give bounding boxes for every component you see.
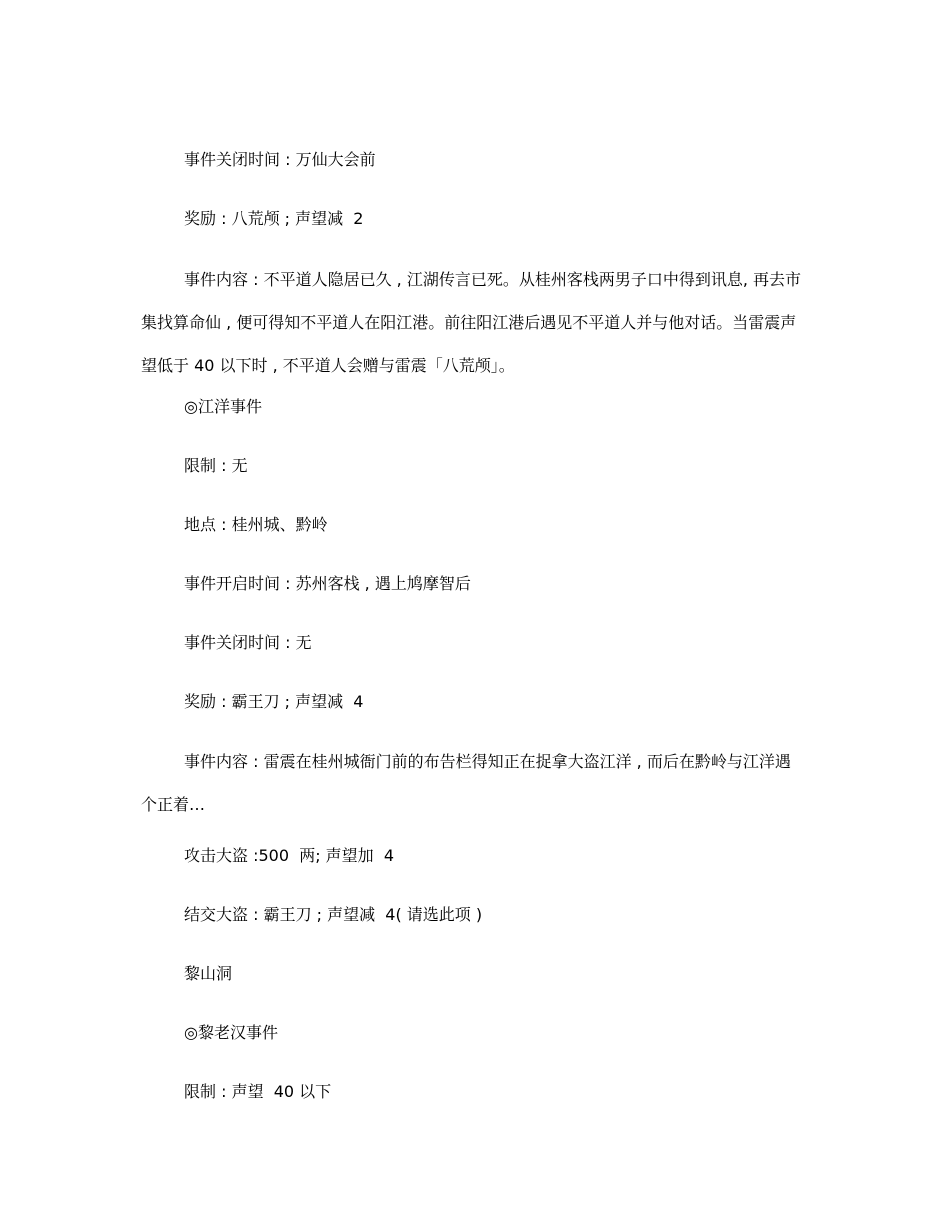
location-heading-lishandong: 黎山洞 bbox=[184, 964, 233, 983]
section-heading-lilaohan: ◎黎老汉事件 bbox=[184, 1023, 278, 1042]
option-befriend-line: 结交大盗 : 霸王刀 ; 声望减 4( 请选此项 ) bbox=[184, 905, 483, 924]
option-attack-line: 攻击大盗 :500 两; 声望加 4 bbox=[184, 846, 395, 865]
section-heading-jiangyang: ◎江洋事件 bbox=[184, 397, 262, 416]
event-content-paragraph: 事件内容 : 不平道人隐居已久 , 江湖传言已死。从桂州客栈两男子口中得到讯息, 再去市集找算命仙 , 便可得知不平道人在阳江港。前往阳江港后遇见不平道人并与他对话。当雷震声望低于 40 以下时 , 不平道人会赠与雷震「八荒颅」。 bbox=[141, 270, 801, 375]
restriction-line: 限制 : 声望 40 以下 bbox=[184, 1082, 332, 1101]
reward-line: 奖励 : 八荒颅 ; 声望减 2 bbox=[184, 209, 364, 228]
event-content-paragraph: 事件内容 : 雷震在桂州城衙门前的布告栏得知正在捉拿大盗江洋 , 而后在黔岭与江洋遇个正着… bbox=[141, 752, 791, 814]
event-close-time-line: 事件关闭时间 : 万仙大会前 bbox=[184, 150, 376, 169]
event-close-time-line: 事件关闭时间 : 无 bbox=[184, 633, 312, 652]
reward-line: 奖励 : 霸王刀 ; 声望减 4 bbox=[184, 692, 364, 711]
restriction-line: 限制 : 无 bbox=[184, 456, 248, 475]
location-line: 地点 : 桂州城、黔岭 bbox=[184, 515, 328, 534]
event-open-time-line: 事件开启时间 : 苏州客栈 , 遇上鸠摩智后 bbox=[184, 574, 471, 593]
